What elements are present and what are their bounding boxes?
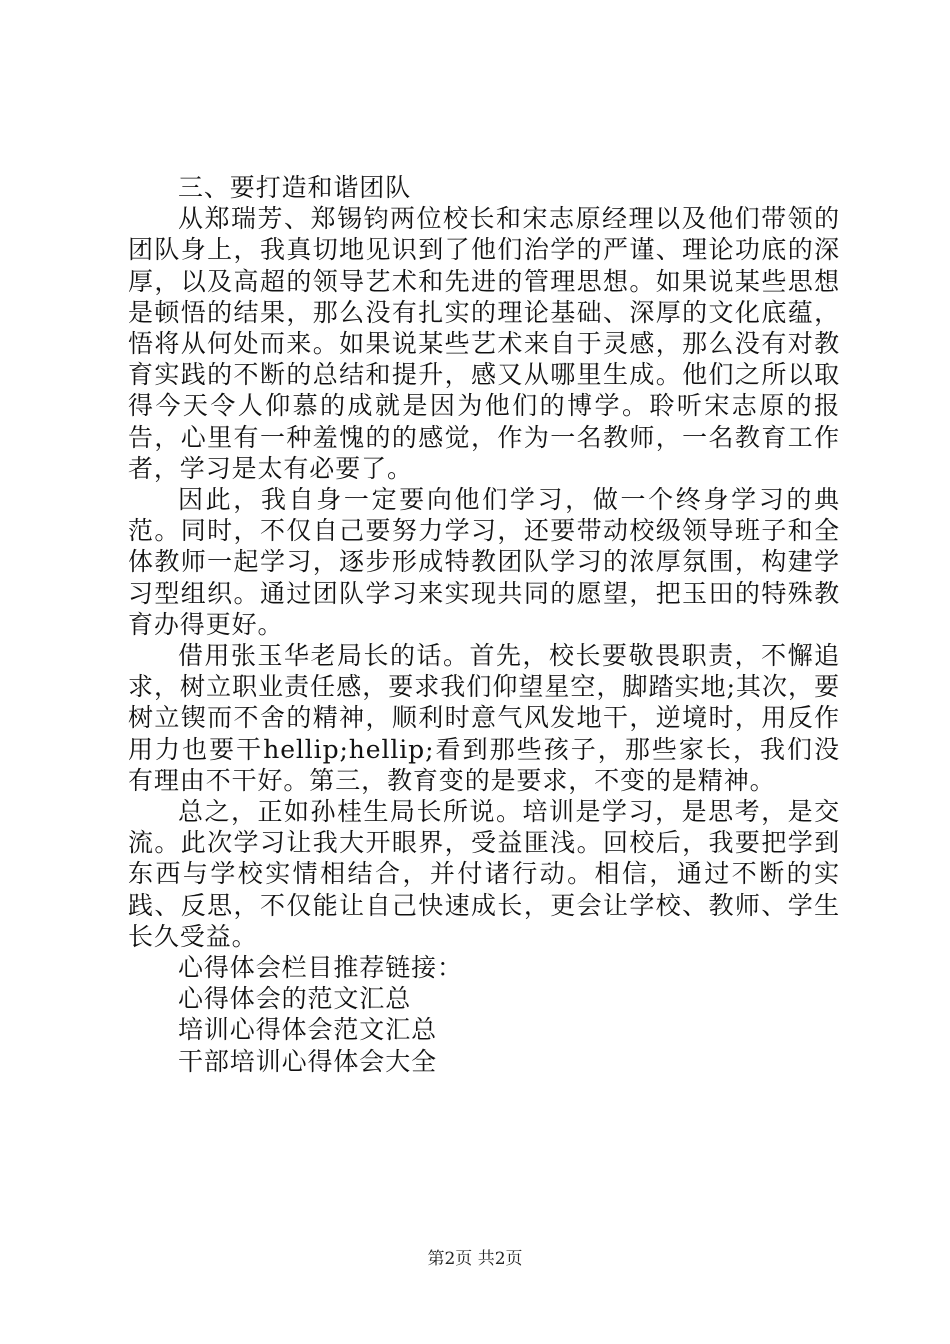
document-body — [128, 172, 840, 1077]
recommended-link-1[interactable]: 心得体会的范文汇总 — [178, 984, 412, 1014]
links-heading: 心得体会栏目推荐链接： — [178, 953, 463, 983]
section-heading: 三、要打造和谐团队 — [178, 173, 412, 202]
paragraph-3: 借用张玉华老局长的话。首先，校长要敬畏职责，不懈追求，树立职业责任感，要求我们仰望星空，脚踏实地;其次，要树立锲而不舍的精神，顺利时意气风发地干，逆境时，用反作用力也要干hellip;hellip;看到那些孩子，那些家长，我们没有理由不干好。第三，教育变的是要求，不变的是精神。 — [128, 641, 840, 795]
paragraph-1: 从郑瑞芳、郑锡钧两位校长和宋志原经理以及他们带领的团队身上，我真切地见识到了他们治学的严谨、理论功底的深厚，以及高超的领导艺术和先进的管理思想。如果说某些思想是顿悟的结果，那么没有扎实的理论基础、深厚的文化底蕴，悟将从何处而来。如果说某些艺术来自于灵感，那么没有对教育实践的不断的总结和提升，感又从哪里生成。他们之所以取得今天令人仰慕的成就是因为他们的博学。聆听宋志原的报告，心里有一种羞愧的的感觉，作为一名教师，一名教育工作者，学习是太有必要了。 — [128, 204, 840, 483]
page-number: 第2页 共2页 — [427, 1249, 523, 1269]
recommended-link-3[interactable]: 干部培训心得体会大全 — [178, 1046, 438, 1076]
recommended-link-2[interactable]: 培训心得体会范文汇总 — [178, 1015, 438, 1045]
paragraph-4: 总之，正如孙桂生局长所说。培训是学习，是思考，是交流。此次学习让我大开眼界，受益匪浅。回校后，我要把学到东西与学校实情相结合，并付诸行动。相信，通过不断的实践、反思，不仅能让自己快速成长，更会让学校、教师、学生长久受益。 — [128, 797, 840, 951]
page-footer — [0, 1244, 950, 1269]
paragraph-2: 因此，我自身一定要向他们学习，做一个终身学习的典范。同时，不仅自己要努力学习，还要带动校级领导班子和全体教师一起学习，逐步形成特教团队学习的浓厚氛围，构建学习型组织。通过团队学习来实现共同的愿望，把玉田的特殊教育办得更好。 — [128, 485, 840, 639]
